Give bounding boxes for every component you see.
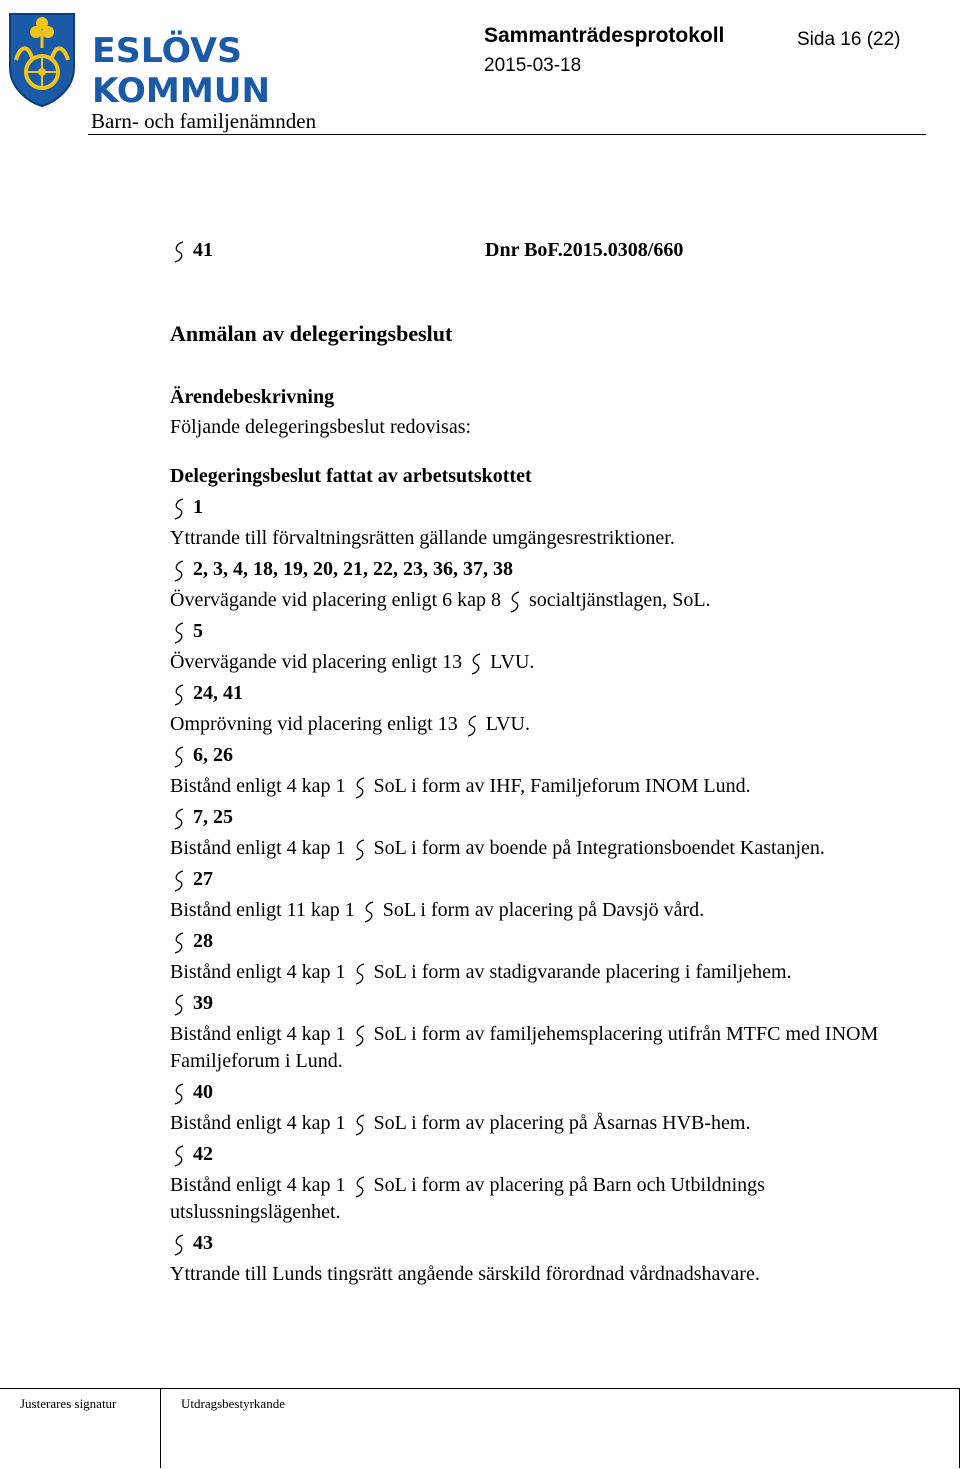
page-title: Anmälan av delegeringsbeslut (170, 321, 453, 346)
decision-text: Omprövning vid placering enligt 13 LVU. (170, 713, 531, 735)
section-sign-icon (351, 1024, 369, 1044)
decision-ref: 42 (170, 1141, 930, 1168)
section-sign-icon (170, 240, 188, 260)
header-divider (88, 134, 926, 135)
description-intro: Följande delegeringsbeslut redovisas: (170, 416, 472, 438)
decision-ref: 6, 26 (170, 742, 930, 769)
decision-ref: 28 (170, 928, 930, 955)
section-sign-icon (170, 807, 188, 827)
decisions-heading: Delegeringsbeslut fattat av arbetsutskottet (170, 465, 532, 487)
section-sign-icon (170, 1144, 188, 1164)
case-number: Dnr BoF.2015.0308/660 (485, 238, 684, 261)
section-sign-icon (170, 745, 188, 765)
signature-box[interactable] (0, 1388, 161, 1468)
decision-ref: 39 (170, 990, 930, 1017)
description-heading: Ärendebeskrivning (170, 386, 335, 408)
decision-text: Yttrande till Lunds tingsrätt angående särskild förordnad vårdnadshavare. (170, 1263, 760, 1285)
section-sign-icon (463, 714, 481, 734)
section-line (170, 230, 930, 270)
section-sign-icon (360, 900, 378, 920)
decision-ref: 1 (170, 494, 930, 521)
decision-text: Bistånd enligt 4 kap 1 SoL i form av familjehemsplacering utifrån MTFC med INOM Familjeforum i Lund. (170, 1023, 879, 1072)
decision-text: Bistånd enligt 4 kap 1 SoL i form av boende på Integrationsboendet Kastanjen. (170, 837, 825, 859)
document-type: Sammanträdesprotokoll (484, 24, 725, 47)
decision-text: Yttrande till förvaltningsrätten gällande umgängesrestriktioner. (170, 527, 675, 549)
page-footer (0, 1388, 960, 1469)
decision-ref: 2, 3, 4, 18, 19, 20, 21, 22, 23, 36, 37, 38 (170, 556, 930, 583)
section-sign-icon (170, 869, 188, 889)
section-sign-icon (170, 621, 188, 641)
section-number: 41 (170, 237, 485, 264)
decision-ref: 27 (170, 866, 930, 893)
decision-ref: 43 (170, 1230, 930, 1257)
decision-text: Övervägande vid placering enligt 6 kap 8 socialtjänstlagen, SoL. (170, 589, 711, 611)
decision-ref: 40 (170, 1079, 930, 1106)
section-sign-icon (351, 1113, 369, 1133)
section-sign-icon (351, 838, 369, 858)
section-sign-icon (170, 931, 188, 951)
section-sign-icon (170, 1233, 188, 1253)
decision-text: Bistånd enligt 11 kap 1 SoL i form av placering på Davsjö vård. (170, 899, 705, 921)
excerpt-label: Utdragsbestyrkande (181, 1396, 285, 1411)
decision-text: Bistånd enligt 4 kap 1 SoL i form av placering på Barn och Utbildnings utslussningslägenhet. (170, 1174, 765, 1223)
protocol-body (170, 230, 930, 1288)
section-sign-icon (506, 590, 524, 610)
decision-ref: 24, 41 (170, 680, 930, 707)
section-sign-icon (351, 776, 369, 796)
page-number: Sida 16 (22) (797, 29, 901, 50)
section-sign-icon (170, 497, 188, 517)
meeting-date: 2015-03-18 (484, 55, 582, 76)
eslov-kommun-logotype (92, 30, 282, 105)
decision-ref: 7, 25 (170, 804, 930, 831)
svg-text:ESLÖVS: ESLÖVS (92, 31, 239, 71)
svg-text:KOMMUN: KOMMUN (92, 71, 270, 105)
excerpt-box[interactable] (161, 1388, 960, 1468)
section-sign-icon (351, 1175, 369, 1195)
section-sign-icon (170, 993, 188, 1013)
decision-text: Övervägande vid placering enligt 13 LVU. (170, 651, 535, 673)
section-sign-icon (170, 683, 188, 703)
decision-text: Bistånd enligt 4 kap 1 SoL i form av placering på Åsarnas HVB-hem. (170, 1112, 751, 1134)
section-sign-icon (170, 559, 188, 579)
decision-list (170, 494, 930, 1288)
eslov-coat-of-arms-icon (6, 10, 78, 108)
signature-label: Justerares signatur (20, 1396, 117, 1411)
page-header (0, 0, 960, 140)
section-sign-icon (467, 652, 485, 672)
section-sign-icon (351, 962, 369, 982)
section-sign-icon (170, 1082, 188, 1102)
decision-text: Bistånd enligt 4 kap 1 SoL i form av IHF, Familjeforum INOM Lund. (170, 775, 751, 797)
decision-text: Bistånd enligt 4 kap 1 SoL i form av stadigvarande placering i familjehem. (170, 961, 792, 983)
decision-ref: 5 (170, 618, 930, 645)
committee-name: Barn- och familjenämnden (91, 109, 317, 133)
